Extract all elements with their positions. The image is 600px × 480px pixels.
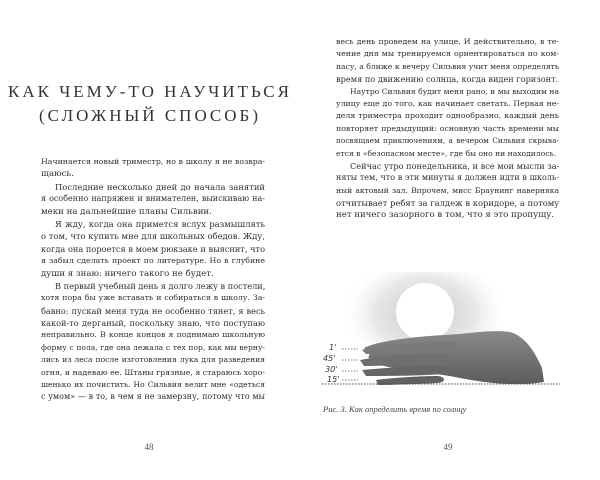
text-line: хотя пора бы уже вставать и собираться в школу. За- — [41, 293, 265, 303]
text-line: ется в «безопасном месте», где бы оно ни находилось. — [336, 148, 557, 158]
text-line: нет ничего зазорного в том, что я это пропущу. — [336, 210, 554, 221]
figure-hand-sun — [320, 272, 560, 390]
text-line: няты тем, что в эти минуты я должен идти в школь- — [336, 173, 559, 183]
chapter-title-line: (СЛОЖНЫЙ СПОСОБ) — [39, 106, 261, 125]
text-line: меки на дальнейшие планы Сильвии. — [41, 206, 212, 217]
text-line: Наутро Сильвия будит меня рано, и мы выходим на — [350, 86, 559, 96]
right-page — [300, 0, 600, 480]
text-line: повторяет предыдущий: основную часть времени мы — [336, 123, 559, 133]
text-line: Сейчас утро понедельника, и все мои мысли за- — [350, 160, 559, 171]
text-line: форму с пола, где она лежала с тех пор, как мы верну- — [41, 342, 265, 352]
figure-caption: Рис. 3. Как определить время по солнцу — [323, 404, 467, 414]
text-line: время по движению солнца, когда виден горизонт. — [336, 74, 559, 85]
text-line: неправильно. В конце концов я поднимаю школьную — [41, 330, 265, 340]
right-text-column — [336, 36, 559, 222]
chapter-title-line: КАК ЧЕМУ-ТО НАУЧИТЬСЯ — [8, 82, 292, 101]
text-line: лись из леса после изготовления лука для разведения — [41, 355, 265, 365]
text-line: Я жду, когда она примется вслух размышлять — [55, 218, 265, 229]
figure-label-15: 15' — [327, 375, 340, 384]
text-line: отчитывает ребят за галдеж в коридоре, а потому — [336, 198, 559, 209]
text-line: Последние несколько дней до начала занятий — [55, 181, 265, 192]
text-line: бавно: пускай меня туда не особенно тянет, я весь — [41, 305, 265, 316]
text-line: В первый учебный день я долго лежу в постели, — [55, 280, 265, 291]
text-line: я забыл сделать проект по литературе. Но в глубине — [41, 256, 265, 266]
text-line: огня, и надеваю ее. Штаны грязные, я стараюсь хоро- — [41, 367, 265, 377]
sun-icon — [396, 283, 454, 341]
text-line: щаюсь. — [41, 169, 74, 180]
figure-label-45: 45' — [323, 354, 336, 363]
text-line: шенько их почистить. Но Сильвия велит мне «одеться — [41, 380, 265, 390]
chapter-title — [0, 80, 300, 128]
text-line: души я знаю: ничего такого не будет. — [41, 268, 214, 279]
page-number-left: 48 — [144, 442, 154, 452]
figure-label-1: 1' — [329, 343, 337, 352]
text-line: когда она пороется в моем рюкзаке и выяснит, что — [41, 243, 265, 254]
page-number-right: 49 — [443, 442, 453, 452]
left-text-column — [41, 156, 265, 404]
figure-label-30: 30' — [325, 365, 338, 374]
text-line: пасу, а ближе к вечеру Сильвия учит меня определять — [336, 61, 559, 71]
text-line: с умом» — в то, в чем я не замерзну, потому что мы — [41, 392, 265, 402]
text-line: весь день проведем на улице. И действительно, в те- — [336, 37, 559, 46]
text-line: улицу еще до того, как начинает светать. Первая не- — [336, 98, 559, 108]
text-line: Начинается новый триместр, но в школу я не возвра- — [41, 157, 265, 166]
text-line: я особенно напряжен и внимателен, выискиваю на- — [41, 194, 265, 204]
text-line: ный актовый зал. Впрочем, мисс Браунинг наверняка — [336, 185, 559, 195]
text-line: какой-то дерганый, поскольку знаю, что поступаю — [41, 318, 265, 329]
text-line: посвящаем приключениям, а вечером Сильвия скрыва- — [336, 136, 559, 146]
text-line: чение дня мы тренируемся ориентироваться по ком- — [336, 49, 559, 59]
text-line: деля триместра проходит однообразно, каждый день — [336, 111, 559, 121]
hand-sun-illustration — [320, 272, 560, 390]
text-line: о том, что купить мне для школьных обедов. Жду, — [41, 231, 265, 242]
